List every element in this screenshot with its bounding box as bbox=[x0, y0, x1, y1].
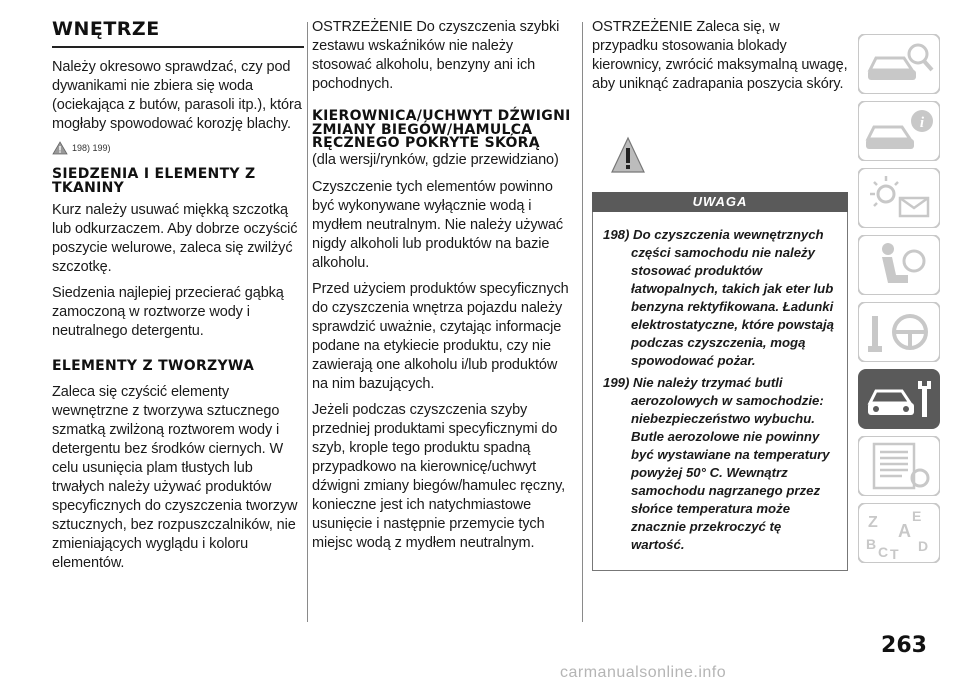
technical-data-icon bbox=[858, 436, 940, 496]
index-letter: C bbox=[878, 544, 889, 560]
section-heading-interior: WNĘTRZE bbox=[52, 18, 304, 48]
warning-lights-icon bbox=[858, 168, 940, 228]
index-letter: T bbox=[890, 546, 899, 562]
paragraph: Kurz należy usuwać miękką szczotką lub odkurzaczem. Aby dobrze oczyścić poszycie welurowe, zaleca się zwilżyć szczotkę. bbox=[52, 202, 298, 275]
tab-technical-data[interactable] bbox=[858, 436, 940, 496]
airbag-seat-icon bbox=[858, 235, 940, 295]
tab-knowing-vehicle[interactable] bbox=[858, 34, 940, 94]
caution-item: 199) Nie należy trzymać butli aerozolowych w samochodzie: niebezpieczeństwo wybuchu. Butle aerozolowe nie powinny być wystawiane na temperatury powyżej 50° C. Wewnątrz samochodu nagrzanego przez słońce temperatura może znacznie przekroczyć tę wartość. bbox=[603, 375, 830, 552]
car-info-icon bbox=[858, 101, 940, 161]
warning-paragraph: OSTRZEŻENIE Zaleca się, w przypadku stosowania blokady kierownicy, zwrócić maksymalną uwagę, aby uniknąć zadrapania poszycia skóry. bbox=[592, 19, 848, 92]
warning-references bbox=[52, 141, 304, 155]
index-letter: B bbox=[866, 536, 877, 552]
warning-triangle-icon bbox=[52, 141, 68, 155]
paragraph: Zaleca się czyścić elementy wewnętrzne z tworzywa sztucznego szmatką zwilżoną roztworem wody i detergentu bez środków ciernych. W celu usunięcia plam tłustych lub trwałych należy używać produktów specyficznych do czyszczenia tworzyw sztucznych, bez rozpuszczalników, nie zmieniających wyglądu i koloru elementów. bbox=[52, 384, 298, 571]
index-letter: E bbox=[912, 508, 922, 524]
car-magnifier-icon bbox=[858, 34, 940, 94]
index-letter: D bbox=[918, 538, 929, 554]
index-letter: A bbox=[898, 521, 911, 541]
tab-safety[interactable] bbox=[858, 168, 940, 228]
tab-maintenance[interactable] bbox=[858, 369, 940, 429]
column-left bbox=[52, 18, 304, 580]
watermark: carmanualsonline.info bbox=[560, 664, 727, 681]
alphabetical-index-icon bbox=[858, 503, 940, 563]
warning-paragraph: OSTRZEŻENIE Do czyszczenia szybki zestawu wskaźników nie należy stosować alkoholu, benzyny ani ich pochodnych. bbox=[312, 19, 560, 92]
column-middle bbox=[312, 18, 574, 560]
svg-text:i: i bbox=[919, 115, 925, 131]
paragraph: Należy okresowo sprawdzać, czy pod dywanikami nie zbiera się woda (ociekająca z butów, parasoli itp.), która mogłaby spowodować korozję blachy. bbox=[52, 59, 302, 132]
paragraph: Przed użyciem produktów specyficznych do czyszczenia wnętrza pojazdu należy sprawdzić uważnie, czytając informacje podane na etykiecie produktu, czy nie zawierają one alkoholu i/lub produktów na nim bazujących. bbox=[312, 280, 569, 392]
index-letter: Z bbox=[868, 514, 878, 531]
tab-warning-lights[interactable] bbox=[858, 302, 940, 362]
caution-item: 198) Do czyszczenia wewnętrznych części samochodu nie należy stosować produktów łatwopalnych, takich jak eter lub benzyna rektyfikowana. Ładunki elektrostatyczne, które powstają podczas czyszczenia, mogą spowodować pożar. bbox=[603, 227, 835, 368]
chapter-tabs bbox=[858, 34, 940, 570]
section-heading-plastic: ELEMENTY Z TWORZYWA bbox=[52, 358, 255, 374]
column-divider bbox=[307, 22, 308, 622]
tab-index[interactable] bbox=[858, 503, 940, 563]
reference-numbers: 198) 199) bbox=[72, 143, 111, 153]
paragraph: Siedzenia najlepiej przecierać gąbką zamoczoną w roztworze wody i neutralnego detergentu. bbox=[52, 285, 284, 339]
warning-sign-icon bbox=[610, 136, 646, 176]
paragraph: Czyszczenie tych elementów powinno być wykonywane wyłącznie wodą i mydłem neutralnym. Nie należy używać nigdy alkoholi lub produktów na bazie alkoholu. bbox=[312, 178, 564, 271]
caution-box bbox=[592, 212, 848, 571]
car-wrench-icon bbox=[858, 369, 940, 429]
column-divider bbox=[582, 22, 583, 622]
steering-wheel-icon bbox=[858, 302, 940, 362]
paragraph: Jeżeli podczas czyszczenia szyby przedniej produktami specyficznymi do szyb, krople tego produktu spadną przypadkowo na kierownicę/uchwyt dźwigni zmiany biegów/hamulec ręczny, konieczne jest ich natychmiastowe usunięcie i następnie przemycie tych miejsc wodą z mydłem neutralnym. bbox=[312, 401, 566, 551]
caution-banner: UWAGA bbox=[592, 192, 848, 212]
section-heading-seats: SIEDZENIA I ELEMENTY Z TKANINY bbox=[52, 166, 256, 196]
section-heading-steering: KIEROWNICA/UCHWYT DŹWIGNI ZMIANY BIEGÓW/HAMULCA RĘCZNEGO POKRYTE SKÓRĄ bbox=[312, 108, 571, 151]
column-right bbox=[592, 18, 848, 571]
page-number: 263 bbox=[881, 633, 927, 658]
tab-starting-driving[interactable] bbox=[858, 235, 940, 295]
subtitle: (dla wersji/rynków, gdzie przewidziano) bbox=[312, 151, 559, 168]
tab-dashboard[interactable] bbox=[858, 101, 940, 161]
